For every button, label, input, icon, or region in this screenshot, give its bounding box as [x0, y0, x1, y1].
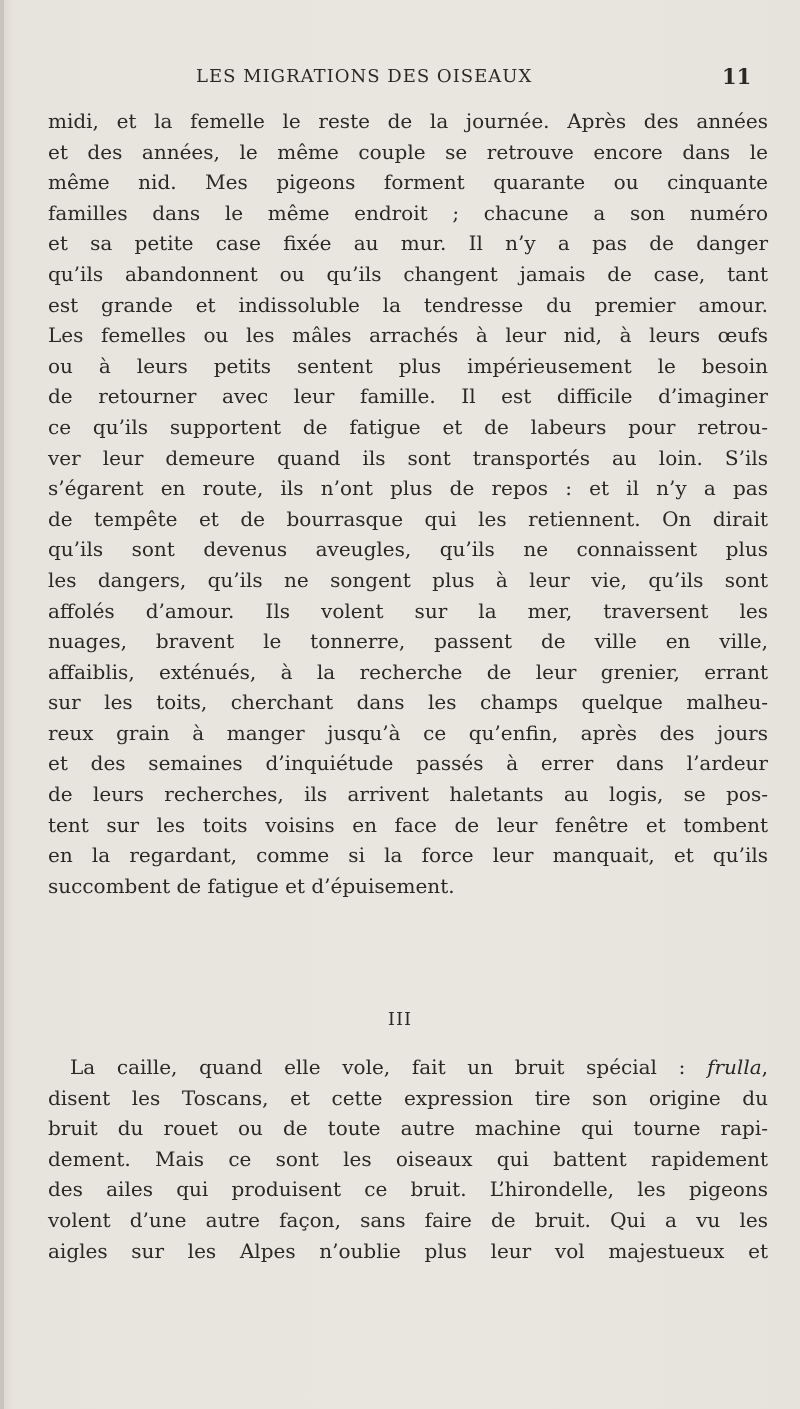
paragraph-1	[48, 106, 768, 901]
text-line: même nid. Mes pigeons forment quarante ou cinquante	[48, 170, 768, 195]
running-head	[0, 64, 800, 94]
text-line: ver leur demeure quand ils sont transportés au loin. S’ils	[48, 445, 768, 470]
text-line: affolés d’amour. Ils volent sur la mer, traversent les	[48, 598, 768, 623]
text-line: de leurs recherches, ils arrivent haletants au logis, se pos-	[48, 782, 768, 807]
text-line: volent d’une autre façon, sans faire de bruit. Qui a vu les	[48, 1207, 768, 1232]
page-number: 11	[722, 64, 752, 89]
text-line: tent sur les toits voisins en face de leur fenêtre et tombent	[48, 812, 768, 837]
text-line: est grande et indissoluble la tendresse du premier amour.	[48, 292, 768, 317]
text-line: nuages, bravent le tonnerre, passent de ville en ville,	[48, 629, 768, 654]
text-line: qu’ils abandonnent ou qu’ils changent jamais de case, tant	[48, 261, 768, 286]
text-line: et sa petite case fixée au mur. Il n’y a pas de danger	[48, 231, 768, 256]
text-line: succombent de fatigue et d’épuisement.	[48, 873, 455, 898]
text-run: ,	[761, 1055, 768, 1079]
text-line: Les femelles ou les mâles arrachés à leur nid, à leurs œufs	[48, 323, 768, 348]
text-line: disent les Toscans, et cette expression tire son origine du	[48, 1085, 768, 1110]
text-line-first	[48, 1052, 768, 1083]
text-line: familles dans le même endroit ; chacune a son numéro	[48, 200, 768, 225]
running-title: LES MIGRATIONS DES OISEAUX	[196, 66, 533, 87]
text-line: ce qu’ils supportent de fatigue et de labeurs pour retrou-	[48, 414, 768, 439]
text-line: reux grain à manger jusqu’à ce qu’enfin, après des jours	[48, 720, 768, 745]
italic-term: frulla	[707, 1055, 762, 1079]
text-line: midi, et la femelle le reste de la journée. Après des années	[48, 109, 768, 133]
text-line: des ailes qui produisent ce bruit. L’hirondelle, les pigeons	[48, 1177, 768, 1202]
text-run: La caille, quand elle vole, fait un bruit spécial :	[70, 1055, 708, 1079]
binding-edge	[0, 0, 4, 1409]
paragraph-2	[48, 1052, 768, 1266]
text-line: en la regardant, comme si la force leur manquait, et qu’ils	[48, 843, 768, 868]
text-line: bruit du rouet ou de toute autre machine qui tourne rapi-	[48, 1116, 768, 1141]
text-line: ou à leurs petits sentent plus impérieusement le besoin	[48, 353, 768, 378]
text-line: s’égarent en route, ils n’ont plus de repos : et il n’y a pas	[48, 476, 768, 501]
section-number: III	[387, 1009, 413, 1030]
text-line: aigles sur les Alpes n’oublie plus leur vol majestueux et	[48, 1238, 768, 1263]
text-line: et des années, le même couple se retrouve encore dans le	[48, 139, 768, 164]
text-line: les dangers, qu’ils ne songent plus à leur vie, qu’ils sont	[48, 567, 768, 592]
text-line: de retourner avec leur famille. Il est difficile d’imaginer	[48, 384, 768, 409]
text-line: sur les toits, cherchant dans les champs quelque malheu-	[48, 690, 768, 715]
text-line: qu’ils sont devenus aveugles, qu’ils ne connaissent plus	[48, 537, 768, 562]
text-line: dement. Mais ce sont les oiseaux qui battent rapidement	[48, 1146, 768, 1171]
text-line: et des semaines d’inquiétude passés à errer dans l’ardeur	[48, 751, 768, 776]
text-line: affaiblis, exténués, à la recherche de leur grenier, errant	[48, 659, 768, 684]
text-line: de tempête et de bourrasque qui les retiennent. On dirait	[48, 506, 768, 531]
